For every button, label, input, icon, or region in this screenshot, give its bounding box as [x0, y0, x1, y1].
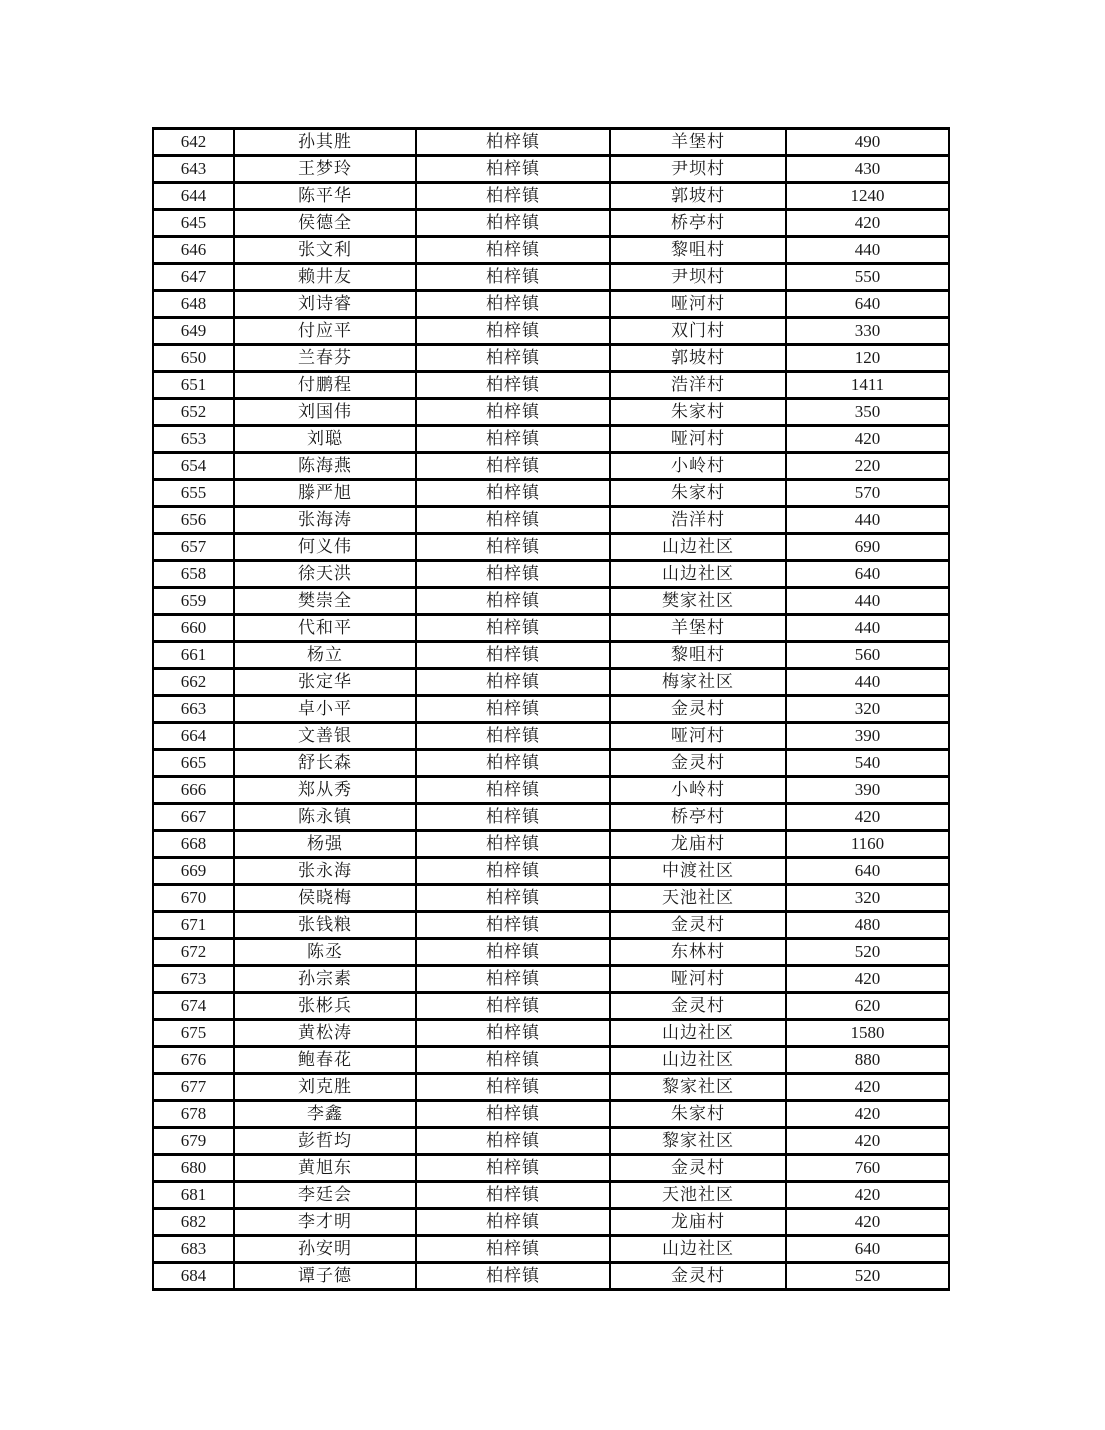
cell-amount-value: 490	[786, 129, 949, 156]
table-row	[153, 885, 949, 912]
cell-amount-value: 440	[786, 615, 949, 642]
cell-person-name: 文善银	[234, 723, 416, 750]
cell-amount-value: 320	[786, 885, 949, 912]
cell-serial-number: 673	[153, 966, 234, 993]
table-row	[153, 264, 949, 291]
table-row	[153, 1047, 949, 1074]
cell-amount-value: 420	[786, 1074, 949, 1101]
cell-person-name: 杨强	[234, 831, 416, 858]
cell-village-name: 郭坡村	[610, 345, 786, 372]
cell-town-name: 柏梓镇	[416, 1047, 610, 1074]
cell-serial-number: 684	[153, 1263, 234, 1290]
cell-town-name: 柏梓镇	[416, 318, 610, 345]
cell-serial-number: 669	[153, 858, 234, 885]
table-row	[153, 561, 949, 588]
cell-village-name: 黎咀村	[610, 237, 786, 264]
cell-amount-value: 570	[786, 480, 949, 507]
cell-amount-value: 620	[786, 993, 949, 1020]
cell-village-name: 山边社区	[610, 1020, 786, 1047]
cell-village-name: 天池社区	[610, 1182, 786, 1209]
cell-serial-number: 682	[153, 1209, 234, 1236]
table-row	[153, 183, 949, 210]
cell-town-name: 柏梓镇	[416, 804, 610, 831]
cell-town-name: 柏梓镇	[416, 885, 610, 912]
cell-amount-value: 480	[786, 912, 949, 939]
cell-village-name: 尹坝村	[610, 156, 786, 183]
cell-village-name: 小岭村	[610, 777, 786, 804]
cell-town-name: 柏梓镇	[416, 129, 610, 156]
cell-village-name: 桥亭村	[610, 804, 786, 831]
cell-amount-value: 420	[786, 1128, 949, 1155]
cell-serial-number: 664	[153, 723, 234, 750]
cell-amount-value: 520	[786, 939, 949, 966]
cell-person-name: 黄旭东	[234, 1155, 416, 1182]
cell-person-name: 张定华	[234, 669, 416, 696]
cell-village-name: 朱家村	[610, 480, 786, 507]
cell-town-name: 柏梓镇	[416, 723, 610, 750]
cell-person-name: 孙安明	[234, 1236, 416, 1263]
cell-amount-value: 420	[786, 1101, 949, 1128]
cell-town-name: 柏梓镇	[416, 237, 610, 264]
cell-amount-value: 1160	[786, 831, 949, 858]
cell-town-name: 柏梓镇	[416, 1020, 610, 1047]
table-row	[153, 1074, 949, 1101]
cell-town-name: 柏梓镇	[416, 534, 610, 561]
cell-amount-value: 520	[786, 1263, 949, 1290]
table-row	[153, 1182, 949, 1209]
cell-town-name: 柏梓镇	[416, 1236, 610, 1263]
cell-person-name: 孙其胜	[234, 129, 416, 156]
cell-serial-number: 651	[153, 372, 234, 399]
cell-village-name: 羊堡村	[610, 129, 786, 156]
cell-person-name: 侯晓梅	[234, 885, 416, 912]
cell-village-name: 山边社区	[610, 1236, 786, 1263]
cell-village-name: 黎家社区	[610, 1074, 786, 1101]
cell-person-name: 张文利	[234, 237, 416, 264]
cell-serial-number: 646	[153, 237, 234, 264]
cell-village-name: 朱家村	[610, 1101, 786, 1128]
cell-amount-value: 640	[786, 1236, 949, 1263]
cell-amount-value: 640	[786, 561, 949, 588]
cell-person-name: 刘克胜	[234, 1074, 416, 1101]
cell-amount-value: 1240	[786, 183, 949, 210]
cell-serial-number: 655	[153, 480, 234, 507]
cell-amount-value: 440	[786, 237, 949, 264]
cell-serial-number: 677	[153, 1074, 234, 1101]
cell-village-name: 金灵村	[610, 1263, 786, 1290]
cell-serial-number: 642	[153, 129, 234, 156]
cell-village-name: 金灵村	[610, 750, 786, 777]
cell-serial-number: 661	[153, 642, 234, 669]
cell-amount-value: 420	[786, 1182, 949, 1209]
cell-person-name: 杨立	[234, 642, 416, 669]
cell-serial-number: 683	[153, 1236, 234, 1263]
cell-town-name: 柏梓镇	[416, 642, 610, 669]
cell-serial-number: 670	[153, 885, 234, 912]
table-row	[153, 399, 949, 426]
cell-person-name: 李鑫	[234, 1101, 416, 1128]
table-row	[153, 507, 949, 534]
cell-town-name: 柏梓镇	[416, 1074, 610, 1101]
cell-amount-value: 550	[786, 264, 949, 291]
roster-table-body	[153, 129, 949, 1290]
cell-amount-value: 120	[786, 345, 949, 372]
cell-town-name: 柏梓镇	[416, 1128, 610, 1155]
cell-person-name: 张海涛	[234, 507, 416, 534]
cell-serial-number: 678	[153, 1101, 234, 1128]
cell-person-name: 舒长森	[234, 750, 416, 777]
cell-village-name: 天池社区	[610, 885, 786, 912]
cell-serial-number: 644	[153, 183, 234, 210]
cell-serial-number: 660	[153, 615, 234, 642]
cell-serial-number: 652	[153, 399, 234, 426]
cell-village-name: 梅家社区	[610, 669, 786, 696]
cell-person-name: 谭子德	[234, 1263, 416, 1290]
cell-village-name: 金灵村	[610, 912, 786, 939]
cell-person-name: 卓小平	[234, 696, 416, 723]
cell-village-name: 山边社区	[610, 561, 786, 588]
cell-person-name: 侯德全	[234, 210, 416, 237]
cell-amount-value: 440	[786, 507, 949, 534]
cell-person-name: 付应平	[234, 318, 416, 345]
cell-person-name: 赖井友	[234, 264, 416, 291]
cell-town-name: 柏梓镇	[416, 1209, 610, 1236]
cell-amount-value: 440	[786, 669, 949, 696]
table-row	[153, 1020, 949, 1047]
cell-village-name: 浩洋村	[610, 507, 786, 534]
table-row	[153, 453, 949, 480]
cell-town-name: 柏梓镇	[416, 480, 610, 507]
cell-amount-value: 390	[786, 723, 949, 750]
cell-town-name: 柏梓镇	[416, 507, 610, 534]
cell-town-name: 柏梓镇	[416, 777, 610, 804]
cell-town-name: 柏梓镇	[416, 399, 610, 426]
cell-village-name: 羊堡村	[610, 615, 786, 642]
cell-amount-value: 690	[786, 534, 949, 561]
cell-serial-number: 649	[153, 318, 234, 345]
cell-serial-number: 659	[153, 588, 234, 615]
cell-town-name: 柏梓镇	[416, 750, 610, 777]
cell-town-name: 柏梓镇	[416, 588, 610, 615]
cell-town-name: 柏梓镇	[416, 966, 610, 993]
cell-village-name: 尹坝村	[610, 264, 786, 291]
cell-amount-value: 560	[786, 642, 949, 669]
table-row	[153, 939, 949, 966]
cell-village-name: 郭坡村	[610, 183, 786, 210]
cell-town-name: 柏梓镇	[416, 1101, 610, 1128]
cell-amount-value: 440	[786, 588, 949, 615]
cell-town-name: 柏梓镇	[416, 696, 610, 723]
cell-person-name: 付鹏程	[234, 372, 416, 399]
cell-serial-number: 672	[153, 939, 234, 966]
cell-town-name: 柏梓镇	[416, 831, 610, 858]
cell-village-name: 哑河村	[610, 966, 786, 993]
table-row	[153, 1155, 949, 1182]
cell-serial-number: 654	[153, 453, 234, 480]
cell-person-name: 陈海燕	[234, 453, 416, 480]
cell-village-name: 金灵村	[610, 1155, 786, 1182]
cell-amount-value: 880	[786, 1047, 949, 1074]
cell-town-name: 柏梓镇	[416, 912, 610, 939]
cell-serial-number: 658	[153, 561, 234, 588]
cell-town-name: 柏梓镇	[416, 939, 610, 966]
cell-village-name: 浩洋村	[610, 372, 786, 399]
table-row	[153, 1263, 949, 1290]
table-row	[153, 912, 949, 939]
cell-person-name: 刘诗睿	[234, 291, 416, 318]
cell-town-name: 柏梓镇	[416, 993, 610, 1020]
cell-village-name: 金灵村	[610, 993, 786, 1020]
table-row	[153, 210, 949, 237]
cell-serial-number: 674	[153, 993, 234, 1020]
cell-serial-number: 679	[153, 1128, 234, 1155]
cell-serial-number: 645	[153, 210, 234, 237]
cell-amount-value: 420	[786, 1209, 949, 1236]
table-row	[153, 642, 949, 669]
table-row	[153, 372, 949, 399]
cell-village-name: 小岭村	[610, 453, 786, 480]
cell-amount-value: 420	[786, 804, 949, 831]
table-row	[153, 777, 949, 804]
table-row	[153, 156, 949, 183]
cell-serial-number: 665	[153, 750, 234, 777]
cell-village-name: 桥亭村	[610, 210, 786, 237]
cell-person-name: 彭哲均	[234, 1128, 416, 1155]
cell-serial-number: 650	[153, 345, 234, 372]
cell-village-name: 黎家社区	[610, 1128, 786, 1155]
cell-serial-number: 657	[153, 534, 234, 561]
cell-village-name: 龙庙村	[610, 831, 786, 858]
cell-town-name: 柏梓镇	[416, 1155, 610, 1182]
cell-village-name: 中渡社区	[610, 858, 786, 885]
cell-person-name: 刘聪	[234, 426, 416, 453]
table-row	[153, 426, 949, 453]
cell-amount-value: 1580	[786, 1020, 949, 1047]
cell-person-name: 陈丞	[234, 939, 416, 966]
table-row	[153, 669, 949, 696]
cell-serial-number: 671	[153, 912, 234, 939]
cell-serial-number: 653	[153, 426, 234, 453]
table-row	[153, 237, 949, 264]
cell-amount-value: 1411	[786, 372, 949, 399]
cell-person-name: 陈平华	[234, 183, 416, 210]
cell-village-name: 山边社区	[610, 534, 786, 561]
cell-town-name: 柏梓镇	[416, 372, 610, 399]
cell-serial-number: 643	[153, 156, 234, 183]
cell-town-name: 柏梓镇	[416, 561, 610, 588]
cell-town-name: 柏梓镇	[416, 669, 610, 696]
cell-serial-number: 680	[153, 1155, 234, 1182]
cell-person-name: 兰春芬	[234, 345, 416, 372]
cell-town-name: 柏梓镇	[416, 183, 610, 210]
cell-person-name: 张永海	[234, 858, 416, 885]
cell-amount-value: 640	[786, 858, 949, 885]
cell-amount-value: 350	[786, 399, 949, 426]
cell-serial-number: 675	[153, 1020, 234, 1047]
cell-serial-number: 676	[153, 1047, 234, 1074]
cell-person-name: 代和平	[234, 615, 416, 642]
table-row	[153, 588, 949, 615]
cell-village-name: 龙庙村	[610, 1209, 786, 1236]
table-row	[153, 1128, 949, 1155]
cell-serial-number: 666	[153, 777, 234, 804]
cell-town-name: 柏梓镇	[416, 453, 610, 480]
cell-town-name: 柏梓镇	[416, 264, 610, 291]
table-row	[153, 318, 949, 345]
table-row	[153, 966, 949, 993]
cell-village-name: 金灵村	[610, 696, 786, 723]
table-row	[153, 831, 949, 858]
table-row	[153, 993, 949, 1020]
cell-amount-value: 420	[786, 966, 949, 993]
cell-serial-number: 681	[153, 1182, 234, 1209]
cell-person-name: 郑从秀	[234, 777, 416, 804]
table-row	[153, 858, 949, 885]
table-row	[153, 804, 949, 831]
cell-amount-value: 330	[786, 318, 949, 345]
cell-serial-number: 648	[153, 291, 234, 318]
cell-amount-value: 760	[786, 1155, 949, 1182]
cell-person-name: 张彬兵	[234, 993, 416, 1020]
cell-amount-value: 430	[786, 156, 949, 183]
cell-town-name: 柏梓镇	[416, 210, 610, 237]
cell-person-name: 陈永镇	[234, 804, 416, 831]
cell-village-name: 樊家社区	[610, 588, 786, 615]
table-row	[153, 291, 949, 318]
roster-table	[152, 127, 950, 1291]
cell-person-name: 李廷会	[234, 1182, 416, 1209]
cell-town-name: 柏梓镇	[416, 615, 610, 642]
cell-amount-value: 540	[786, 750, 949, 777]
cell-town-name: 柏梓镇	[416, 858, 610, 885]
cell-town-name: 柏梓镇	[416, 1263, 610, 1290]
cell-village-name: 哑河村	[610, 426, 786, 453]
cell-serial-number: 647	[153, 264, 234, 291]
cell-amount-value: 390	[786, 777, 949, 804]
table-row	[153, 345, 949, 372]
cell-person-name: 刘国伟	[234, 399, 416, 426]
cell-person-name: 何义伟	[234, 534, 416, 561]
cell-serial-number: 667	[153, 804, 234, 831]
cell-amount-value: 640	[786, 291, 949, 318]
cell-town-name: 柏梓镇	[416, 291, 610, 318]
cell-serial-number: 663	[153, 696, 234, 723]
cell-town-name: 柏梓镇	[416, 1182, 610, 1209]
cell-person-name: 李才明	[234, 1209, 416, 1236]
cell-village-name: 黎咀村	[610, 642, 786, 669]
table-row	[153, 1209, 949, 1236]
cell-village-name: 双门村	[610, 318, 786, 345]
cell-person-name: 樊崇全	[234, 588, 416, 615]
cell-amount-value: 220	[786, 453, 949, 480]
cell-serial-number: 656	[153, 507, 234, 534]
table-row	[153, 1101, 949, 1128]
cell-person-name: 王梦玲	[234, 156, 416, 183]
cell-person-name: 鲍春花	[234, 1047, 416, 1074]
cell-town-name: 柏梓镇	[416, 426, 610, 453]
cell-serial-number: 668	[153, 831, 234, 858]
table-row	[153, 129, 949, 156]
table-row	[153, 723, 949, 750]
cell-person-name: 黄松涛	[234, 1020, 416, 1047]
table-row	[153, 1236, 949, 1263]
cell-person-name: 滕严旭	[234, 480, 416, 507]
cell-amount-value: 420	[786, 426, 949, 453]
cell-village-name: 哑河村	[610, 723, 786, 750]
table-row	[153, 696, 949, 723]
table-row	[153, 480, 949, 507]
table-row	[153, 615, 949, 642]
cell-village-name: 哑河村	[610, 291, 786, 318]
cell-person-name: 孙宗素	[234, 966, 416, 993]
cell-town-name: 柏梓镇	[416, 345, 610, 372]
cell-village-name: 东林村	[610, 939, 786, 966]
table-row	[153, 534, 949, 561]
cell-amount-value: 320	[786, 696, 949, 723]
cell-town-name: 柏梓镇	[416, 156, 610, 183]
cell-village-name: 山边社区	[610, 1047, 786, 1074]
cell-person-name: 徐天洪	[234, 561, 416, 588]
cell-amount-value: 420	[786, 210, 949, 237]
table-row	[153, 750, 949, 777]
cell-person-name: 张钱粮	[234, 912, 416, 939]
cell-village-name: 朱家村	[610, 399, 786, 426]
cell-serial-number: 662	[153, 669, 234, 696]
